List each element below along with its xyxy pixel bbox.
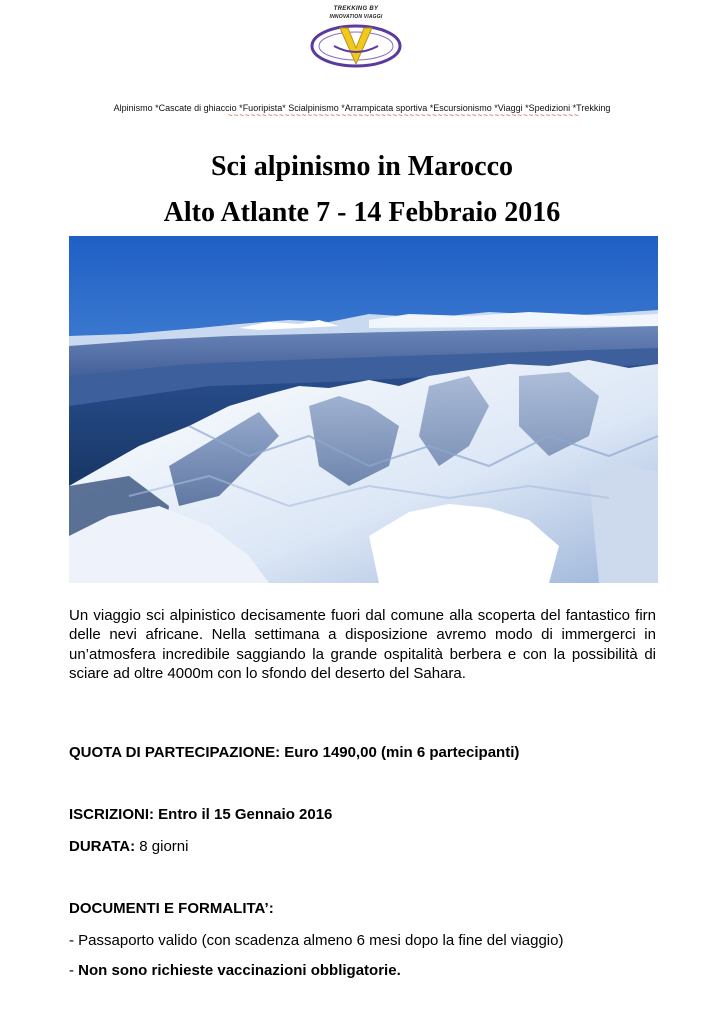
logo-emblem-icon (310, 22, 402, 72)
vaccination-prefix: - (69, 962, 79, 979)
mountain-landscape-image (69, 236, 658, 583)
cropped-red-contact-line: ~~~~~~~~~~~~~~~~~~~~~~~~~~~~~~~~~~~~~~~~~~~~~~~~~~~~~~~~~~~~~~ (228, 111, 580, 120)
company-logo (306, 0, 406, 72)
logo-sub-text: INNOVATION VIAGGI (329, 14, 383, 20)
duration-line (69, 838, 188, 855)
passport-requirement: - Passaporto valido (con scadenza almeno 6 mesi dopo la fine del viaggio) (69, 932, 564, 949)
documents-heading: DOCUMENTI E FORMALITA’: (69, 900, 274, 917)
page-title: Sci alpinismo in Marocco (210, 151, 514, 182)
vaccination-note (69, 962, 401, 979)
duration-value: 8 giorni (135, 838, 189, 855)
duration-label: DURATA: (69, 838, 136, 855)
registration-deadline: ISCRIZIONI: Entro il 15 Gennaio 2016 (69, 806, 333, 823)
page-subtitle: Alto Atlante 7 - 14 Febbraio 2016 (163, 197, 561, 228)
activities-list: Alpinismo *Cascate di ghiaccio *Fuoripista* Scialpinismo *Arrampicata sportiva *Escursionismo *Viaggi *Spedizioni *Trekking (113, 103, 611, 113)
intro-paragraph: Un viaggio sci alpinistico decisamente fuori dal comune alla scoperta del fantastico firn delle nevi africane. Nella settimana a disposizione avremo modo di immergerci in un’atmosfera incredibile saggiando la grande ospitalità berbera e con la possibilità di sciare ad oltre 4000m con lo sfondo del deserto del Sahara. (69, 607, 656, 682)
vaccination-text: Non sono richieste vaccinazioni obbligatorie. (78, 962, 401, 979)
logo-top-text: TREKKING BY (333, 6, 379, 12)
participation-fee: QUOTA DI PARTECIPAZIONE: Euro 1490,00 (min 6 partecipanti) (69, 744, 520, 761)
